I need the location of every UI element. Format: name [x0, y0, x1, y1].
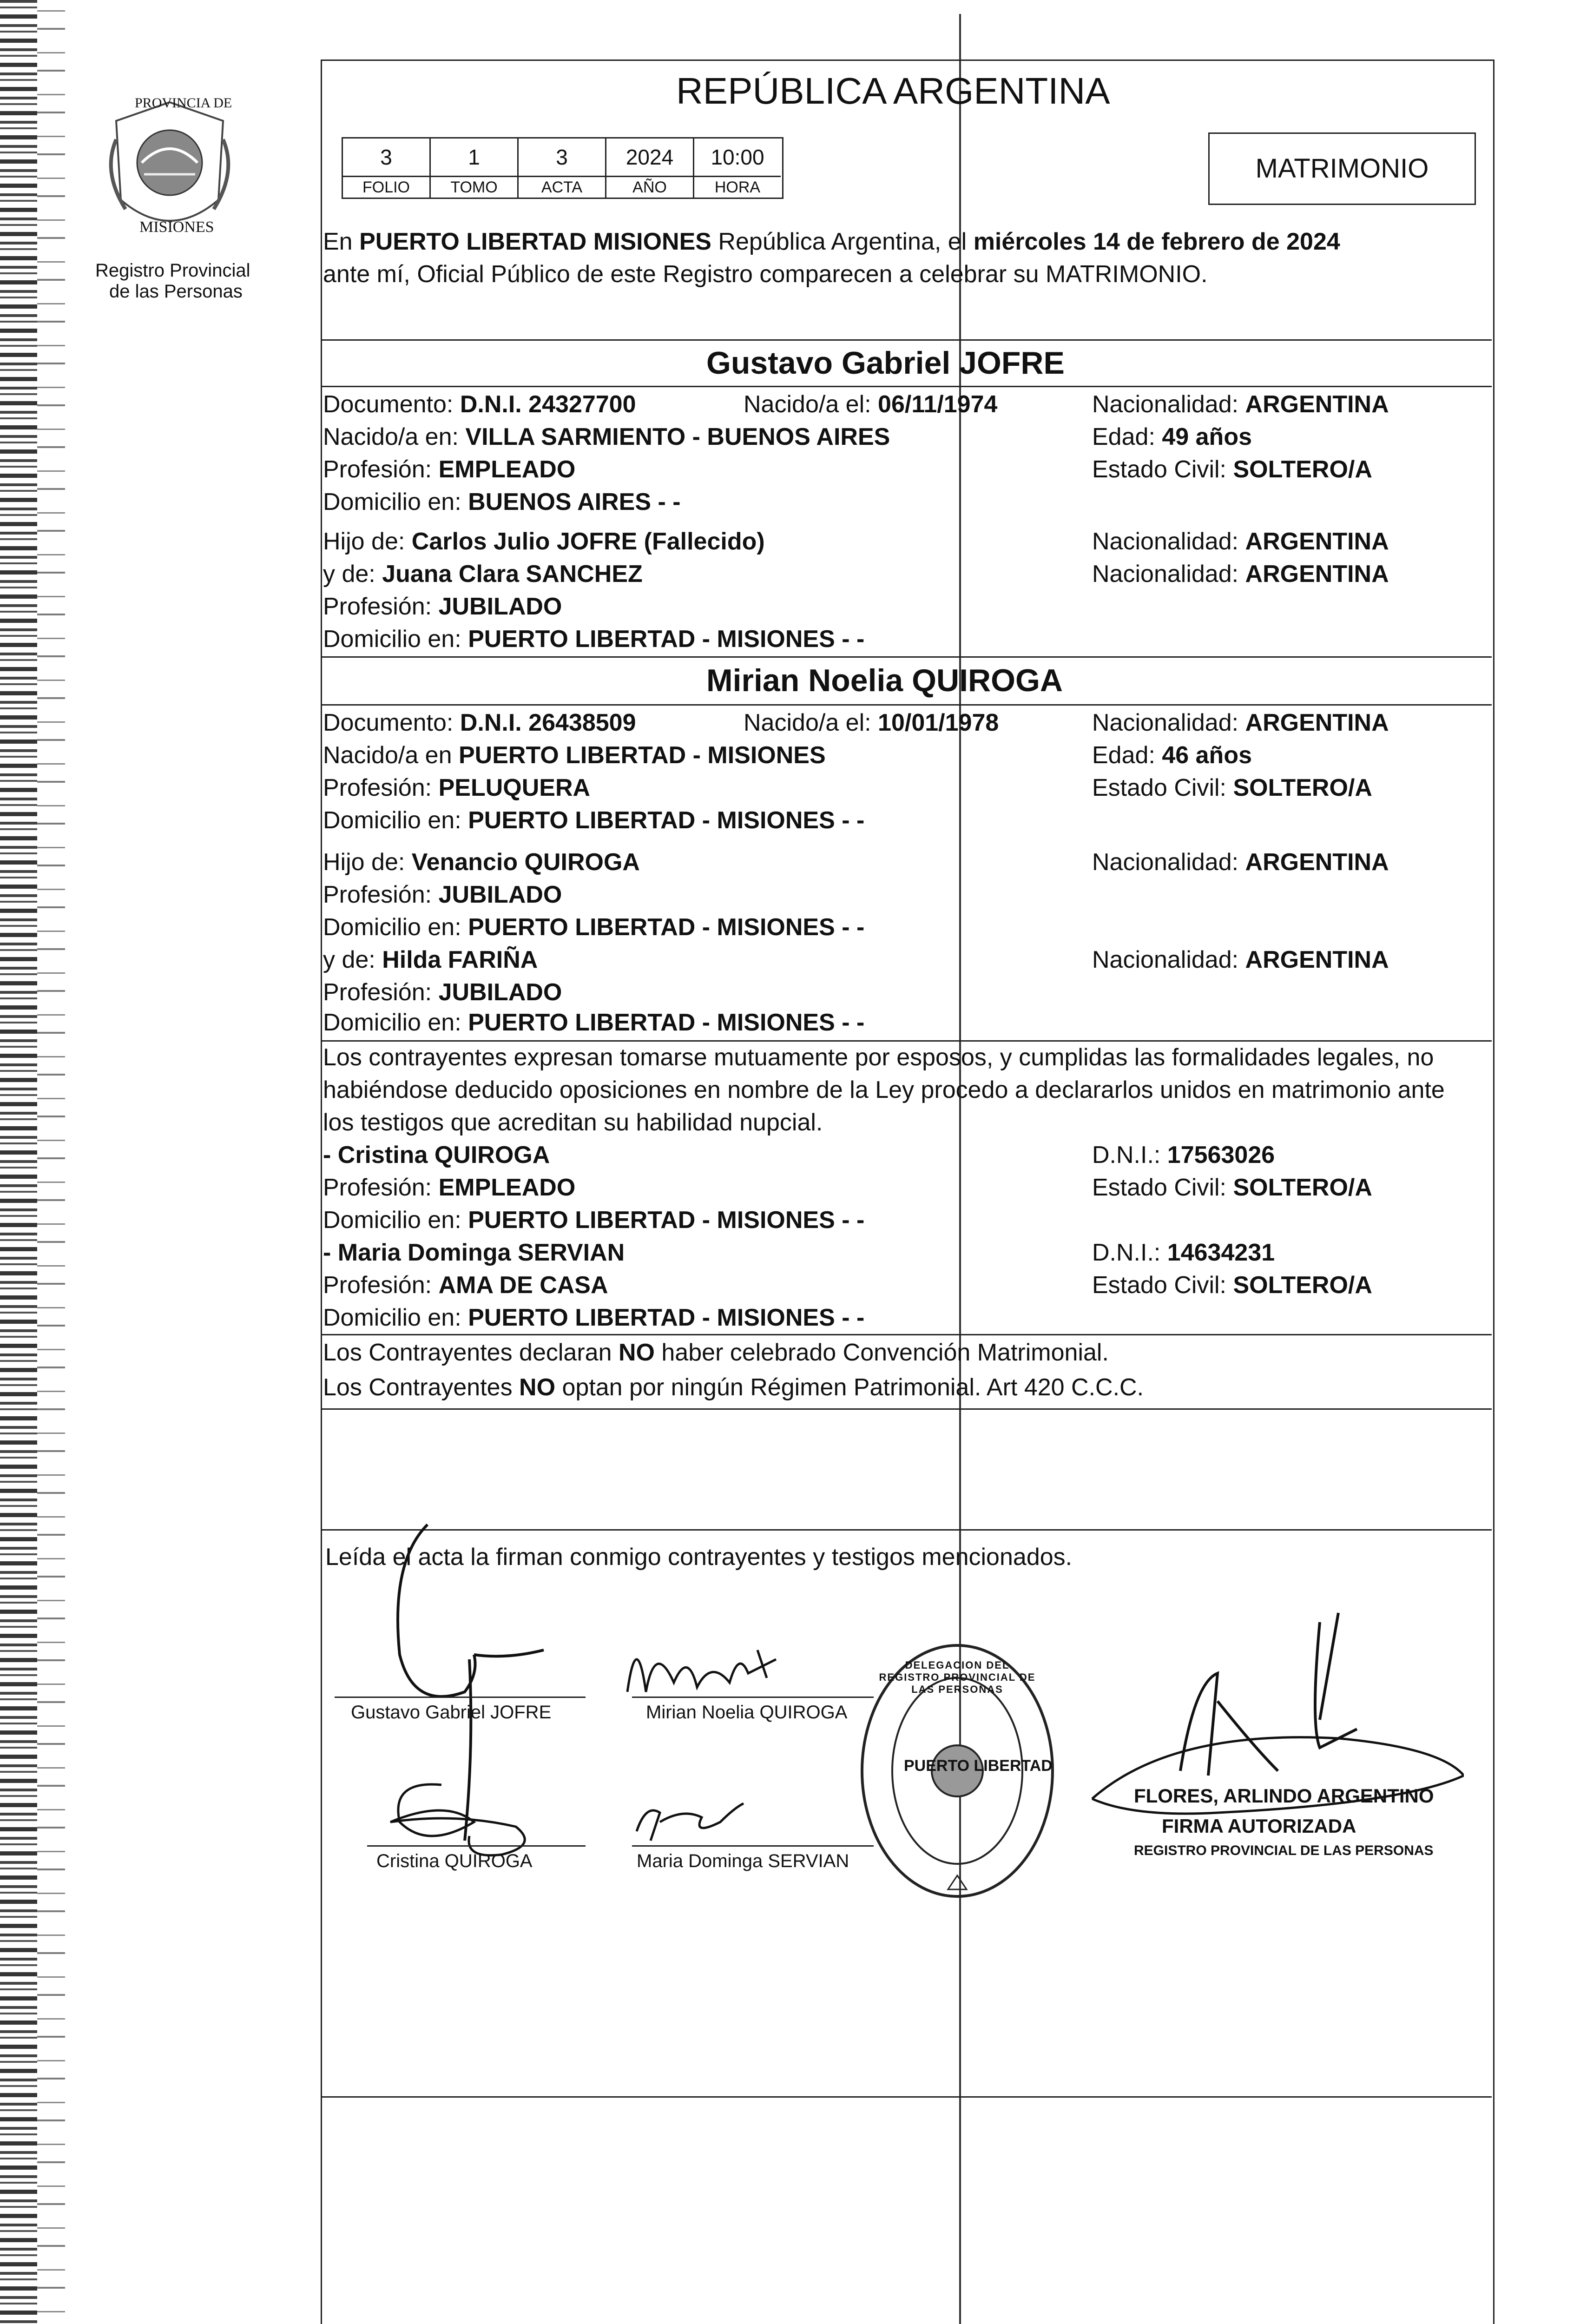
closing-statement: Leída el acta la firman conmigo contrayentes y testigos mencionados.	[325, 1544, 1073, 1571]
bride-signature	[618, 1622, 813, 1715]
divider	[321, 339, 1492, 341]
divider	[321, 1408, 1492, 1410]
bride-name: Mirian Noelia QUIROGA	[706, 663, 1063, 698]
witness-1-civil-status: Estado Civil: SOLTERO/A	[1092, 1174, 1372, 1201]
clause-regime: Los Contrayentes NO optan por ningún Régimen Patrimonial. Art 420 C.C.C.	[323, 1374, 1144, 1401]
divider	[321, 1334, 1492, 1335]
divider	[321, 704, 1492, 706]
groom-mother-nationality: Nacionalidad: ARGENTINA	[1092, 561, 1389, 588]
folio-value: 3	[343, 139, 431, 176]
divider	[321, 656, 1492, 658]
bride-father-profession: Profesión: JUBILADO	[323, 881, 562, 908]
bride-father-nationality: Nacionalidad: ARGENTINA	[1092, 849, 1389, 876]
registry-name-line1: Registro Provincial	[95, 260, 250, 281]
witness-2-address: Domicilio en: PUERTO LIBERTAD - MISIONES - -	[323, 1304, 865, 1331]
officer-organization: REGISTRO PROVINCIAL DE LAS PERSONAS	[1134, 1843, 1434, 1858]
anio-label: AÑO	[606, 176, 694, 198]
bride-mother: y de: Hilda FARIÑA	[323, 946, 538, 973]
officer-signature	[1078, 1608, 1464, 1850]
groom-name: Gustavo Gabriel JOFRE	[706, 345, 1065, 381]
hora-label: HORA	[694, 176, 781, 198]
bride-father: Hijo de: Venancio QUIROGA	[323, 849, 640, 876]
act-number-table	[342, 137, 783, 199]
signature-line	[632, 1697, 874, 1698]
bride-signature-label: Mirian Noelia QUIROGA	[646, 1702, 848, 1723]
anio-value: 2024	[606, 139, 694, 176]
witness-2-dni: D.N.I.: 14634231	[1092, 1239, 1275, 1266]
bride-birthplace: Nacido/a en PUERTO LIBERTAD - MISIONES	[323, 742, 826, 769]
scan-edge-artifact	[0, 0, 37, 2324]
declaration-line-3: los testigos que acreditan su habilidad nupcial.	[323, 1109, 823, 1136]
groom-father: Hijo de: Carlos Julio JOFRE (Fallecido)	[323, 528, 765, 555]
groom-parents-address: Domicilio en: PUERTO LIBERTAD - MISIONES - -	[323, 626, 865, 653]
divider	[321, 1040, 1492, 1042]
bride-address: Domicilio en: PUERTO LIBERTAD - MISIONES - -	[323, 807, 865, 834]
groom-signature-label: Gustavo Gabriel JOFRE	[351, 1702, 552, 1723]
bride-mother-address: Domicilio en: PUERTO LIBERTAD - MISIONES - -	[323, 1009, 865, 1036]
acta-value: 3	[519, 139, 606, 176]
groom-doc: Documento: D.N.I. 24327700	[323, 391, 636, 418]
signature-line	[632, 1845, 874, 1847]
intro-line-1: En PUERTO LIBERTAD MISIONES República Argentina, el miércoles 14 de febrero de 2024	[323, 228, 1340, 255]
seal-top-text: PROVINCIA DE	[135, 95, 232, 111]
groom-profession: Profesión: EMPLEADO	[323, 456, 576, 483]
bride-nationality: Nacionalidad: ARGENTINA	[1092, 709, 1389, 736]
witness-1-name: - Cristina QUIROGA	[323, 1142, 550, 1169]
divider	[321, 2096, 1492, 2098]
bride-civil-status: Estado Civil: SOLTERO/A	[1092, 774, 1372, 801]
witness-1-address: Domicilio en: PUERTO LIBERTAD - MISIONES - -	[323, 1207, 865, 1234]
declaration-line-1: Los contrayentes expresan tomarse mutuamente por esposos, y cumplidas las formalidades legales, no	[323, 1044, 1434, 1071]
declaration-line-2: habiéndose deducido oposiciones en nombre de la Ley procedo a declararlos unidos en matrimonio ante	[323, 1076, 1445, 1103]
witness-2-signature-label: Maria Dominga SERVIAN	[637, 1851, 849, 1871]
witness-2-name: - Maria Dominga SERVIAN	[323, 1239, 625, 1266]
hora-value: 10:00	[711, 145, 764, 169]
groom-age: Edad: 49 años	[1092, 423, 1252, 450]
bride-doc: Documento: D.N.I. 26438509	[323, 709, 636, 736]
bride-age: Edad: 46 años	[1092, 742, 1252, 769]
witness-1-signature-label: Cristina QUIROGA	[376, 1851, 533, 1871]
signature-line	[335, 1697, 586, 1698]
tomo-value: 1	[431, 139, 519, 176]
witness-2-profession: Profesión: AMA DE CASA	[323, 1272, 608, 1299]
groom-address: Domicilio en: BUENOS AIRES - -	[323, 489, 681, 515]
registry-name-line2: de las Personas	[109, 281, 243, 302]
witness-1-profession: Profesión: EMPLEADO	[323, 1174, 576, 1201]
witness-2-signature	[627, 1794, 748, 1845]
stamp-center-text: PUERTO LIBERTAD	[904, 1757, 1053, 1775]
bride-mother-profession: Profesión: JUBILADO	[323, 979, 562, 1006]
folio-label: FOLIO	[343, 176, 431, 198]
seal-bottom-text: MISIONES	[139, 218, 214, 236]
groom-mother: y de: Juana Clara SANCHEZ	[323, 561, 643, 588]
stamp-ring-text: DELEGACION DEL REGISTRO PROVINCIAL DE LAS PERSONAS	[879, 1659, 1036, 1695]
scan-edge-artifact	[37, 0, 65, 2324]
bride-mother-nationality: Nacionalidad: ARGENTINA	[1092, 946, 1389, 973]
groom-birthdate: Nacido/a el: 06/11/1974	[744, 391, 998, 418]
groom-birthplace: Nacido/a en: VILLA SARMIENTO - BUENOS AIRES	[323, 423, 890, 450]
witness-2-civil-status: Estado Civil: SOLTERO/A	[1092, 1272, 1372, 1299]
officer-name: FLORES, ARLINDO ARGENTINO	[1134, 1785, 1434, 1807]
tomo-label: TOMO	[431, 176, 519, 198]
act-type-box: MATRIMONIO	[1208, 132, 1476, 205]
signature-line	[367, 1845, 586, 1847]
witness-1-signature	[362, 1771, 539, 1864]
intro-line-2: ante mí, Oficial Público de este Registro comparecen a celebrar su MATRIMONIO.	[323, 261, 1208, 288]
officer-role: FIRMA AUTORIZADA	[1162, 1815, 1356, 1837]
divider	[321, 386, 1492, 387]
groom-father-nationality: Nacionalidad: ARGENTINA	[1092, 528, 1389, 555]
bride-birthdate: Nacido/a el: 10/01/1978	[744, 709, 999, 736]
country-title: REPÚBLICA ARGENTINA	[676, 70, 1110, 112]
groom-nationality: Nacionalidad: ARGENTINA	[1092, 391, 1389, 418]
witness-1-dni: D.N.I.: 17563026	[1092, 1142, 1275, 1169]
groom-civil-status: Estado Civil: SOLTERO/A	[1092, 456, 1372, 483]
bride-profession: Profesión: PELUQUERA	[323, 774, 591, 801]
acta-label: ACTA	[519, 176, 606, 198]
groom-parents-profession: Profesión: JUBILADO	[323, 593, 562, 620]
clause-convention: Los Contrayentes declaran NO haber celebrado Convención Matrimonial.	[323, 1339, 1109, 1366]
bride-father-address: Domicilio en: PUERTO LIBERTAD - MISIONES - -	[323, 914, 865, 941]
